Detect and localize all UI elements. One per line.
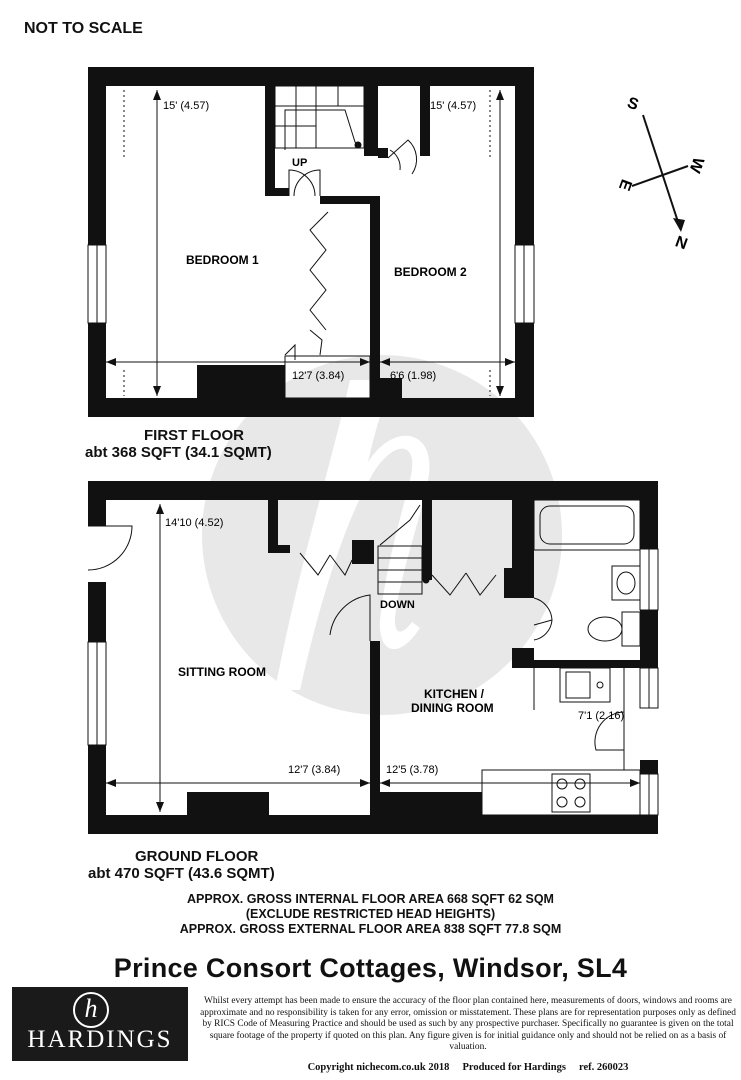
first-floor-title: FIRST FLOOR	[144, 427, 244, 444]
ground-floor-title: GROUND FLOOR	[135, 848, 259, 865]
bedroom-2-dim-vertical: 15' (4.57)	[430, 100, 477, 112]
first-floor-area: abt 368 SQFT (34.1 SQMT)	[85, 444, 272, 461]
bedroom-1-label: BEDROOM 1	[186, 253, 259, 267]
kitchen-label-line1: KITCHEN /	[424, 687, 484, 701]
disclaimer-text: Whilst every attempt has been made to ensure the accuracy of the floor plan contained here, measurements of doors, windows and rooms are approximate and no responsibility is taken for any error, omission or misstatement. These plans are for representation purposes only as defined by RICS Code of Measuring Practice and should be used as such by any prospective purchaser. Specifically no guarantee is given on the total square footage of the property if quoted on this plan. Any figure given is for initial guidance only and should not be relied on as a basis of valuation.	[200, 996, 736, 1053]
first-floor-plan	[88, 67, 534, 417]
logo-name: HARDINGS	[27, 1026, 173, 1053]
stair-down-label: DOWN	[380, 599, 415, 611]
copyright-line: Copyright nichecom.co.uk 2018 Produced for Hardings ref. 260023	[307, 1062, 629, 1073]
first-floor-details	[106, 86, 515, 398]
bedroom-2-label: BEDROOM 2	[394, 265, 467, 279]
restricted-head-heights-note: (EXCLUDE RESTRICTED HEAD HEIGHTS)	[245, 907, 496, 921]
ground-floor-area: abt 470 SQFT (43.6 SQMT)	[88, 865, 275, 882]
bedroom-1-dim-vertical: 15' (4.57)	[163, 100, 210, 112]
kitchen-dim-horizontal: 12'5 (3.78)	[386, 764, 439, 776]
kitchen-dim: 7'1 (2.16)	[578, 710, 625, 722]
compass-icon	[632, 115, 688, 232]
kitchen-label-line2: DINING ROOM	[411, 701, 494, 715]
compass-w: W	[685, 154, 707, 175]
compass-n: N	[672, 233, 690, 254]
compass-e: E	[615, 176, 635, 193]
bedroom-1-dim-horizontal: 12'7 (3.84)	[292, 370, 345, 382]
gross-external-area: APPROX. GROSS EXTERNAL FLOOR AREA 838 SQFT 77.8 SQM	[179, 922, 562, 936]
property-address: Prince Consort Cottages, Windsor, SL4	[113, 953, 628, 983]
sitting-room-label: SITTING ROOM	[178, 665, 266, 679]
first-floor-arrows	[106, 90, 515, 396]
gross-internal-area: APPROX. GROSS INTERNAL FLOOR AREA 668 SQFT 62 SQM	[187, 892, 554, 906]
compass-s: S	[624, 94, 641, 114]
stair-up-label: UP	[292, 157, 308, 169]
scale-note: NOT TO SCALE	[24, 20, 143, 37]
sitting-room-dim-vertical: 14'10 (4.52)	[165, 517, 224, 529]
logo-letter: h	[84, 994, 98, 1023]
bedroom-2-dim-horizontal: 6'6 (1.98)	[390, 370, 437, 382]
sitting-room-dim-horizontal: 12'7 (3.84)	[288, 764, 341, 776]
